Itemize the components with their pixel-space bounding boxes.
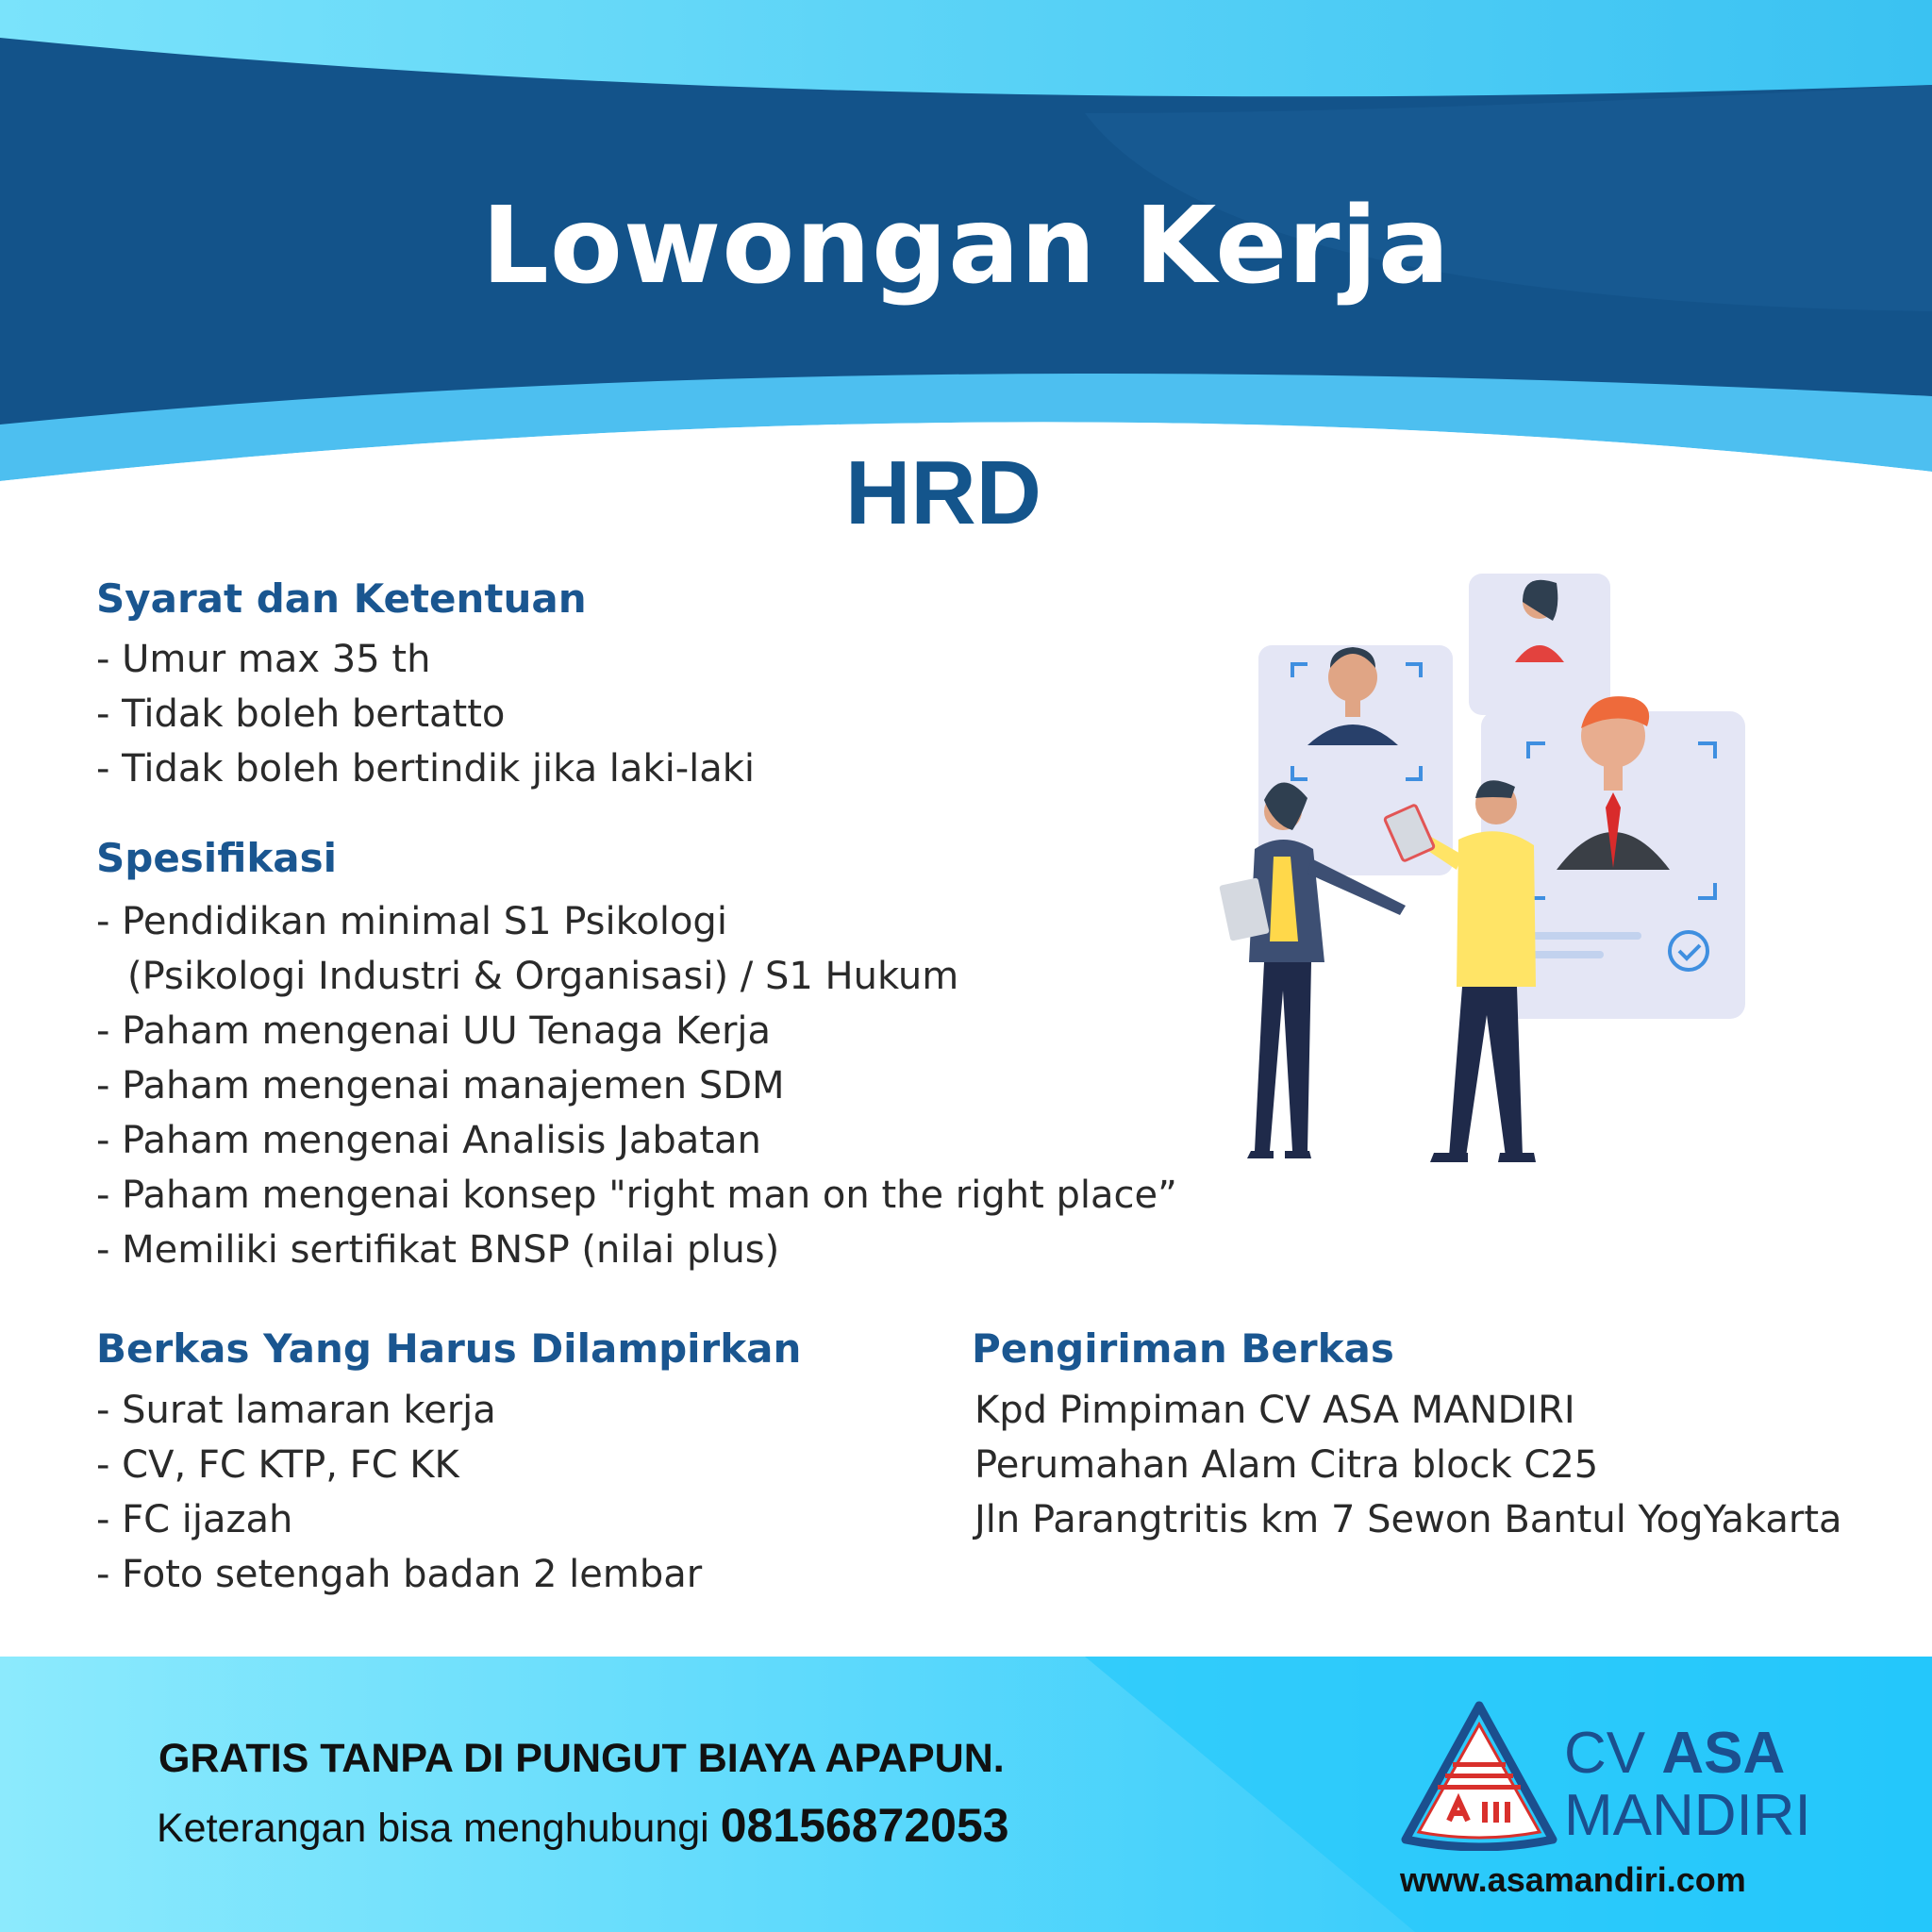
delivery-address bbox=[974, 1383, 1842, 1547]
documents-heading: Berkas Yang Harus Dilampirkan bbox=[96, 1325, 802, 1372]
list-item: - Tidak boleh bertindik jika laki-laki bbox=[96, 747, 756, 791]
website-link[interactable]: www.asamandiri.com bbox=[1400, 1860, 1746, 1899]
contact-phone: 08156872053 bbox=[720, 1799, 1009, 1852]
page-title: Lowongan Kerja bbox=[481, 185, 1451, 308]
logo-cv: CV bbox=[1564, 1721, 1646, 1786]
free-notice: GRATIS TANPA DI PUNGUT BIAYA APAPUN. bbox=[158, 1736, 1005, 1781]
requirements-list bbox=[96, 632, 755, 796]
list-item: - Paham mengenai manajemen SDM bbox=[96, 1064, 785, 1108]
company-name bbox=[1564, 1723, 1811, 1847]
requirements-heading: Syarat dan Ketentuan bbox=[96, 575, 587, 622]
hr-recruitment-illustration bbox=[1198, 557, 1783, 1170]
list-item: - Tidak boleh bertatto bbox=[96, 692, 506, 736]
list-item: (Psikologi Industri & Organisasi) / S1 Hukum bbox=[127, 955, 959, 998]
logo-asa: ASA bbox=[1661, 1721, 1786, 1786]
list-item: - Foto setengah badan 2 lembar bbox=[96, 1553, 703, 1596]
specification-list bbox=[96, 894, 1177, 1277]
list-item: - Paham mengenai Analisis Jabatan bbox=[96, 1119, 761, 1162]
list-item: - Pendidikan minimal S1 Psikologi bbox=[96, 900, 727, 943]
contact-line bbox=[157, 1798, 1009, 1853]
logo-mandiri: MANDIRI bbox=[1564, 1783, 1811, 1848]
list-item: - Umur max 35 th bbox=[96, 638, 431, 681]
list-item: - Surat lamaran kerja bbox=[96, 1389, 496, 1432]
address-line: Kpd Pimpiman CV ASA MANDIRI bbox=[974, 1389, 1575, 1432]
specification-heading: Spesifikasi bbox=[96, 835, 337, 881]
company-emblem-icon bbox=[1398, 1698, 1560, 1851]
delivery-heading: Pengiriman Berkas bbox=[972, 1325, 1394, 1372]
job-position: HRD bbox=[845, 442, 1041, 543]
address-line: Jln Parangtritis km 7 Sewon Bantul YogYakarta bbox=[974, 1498, 1842, 1541]
list-item: - CV, FC KTP, FC KK bbox=[96, 1443, 459, 1487]
address-line: Perumahan Alam Citra block C25 bbox=[974, 1443, 1599, 1487]
list-item: - Memiliki sertifikat BNSP (nilai plus) bbox=[96, 1228, 780, 1272]
list-item: - Paham mengenai UU Tenaga Kerja bbox=[96, 1009, 772, 1053]
list-item: - Paham mengenai konsep "right man on the right place” bbox=[96, 1174, 1177, 1217]
list-item: - FC ijazah bbox=[96, 1498, 293, 1541]
documents-list bbox=[96, 1383, 702, 1602]
contact-label: Keterangan bisa menghubungi bbox=[157, 1806, 709, 1851]
